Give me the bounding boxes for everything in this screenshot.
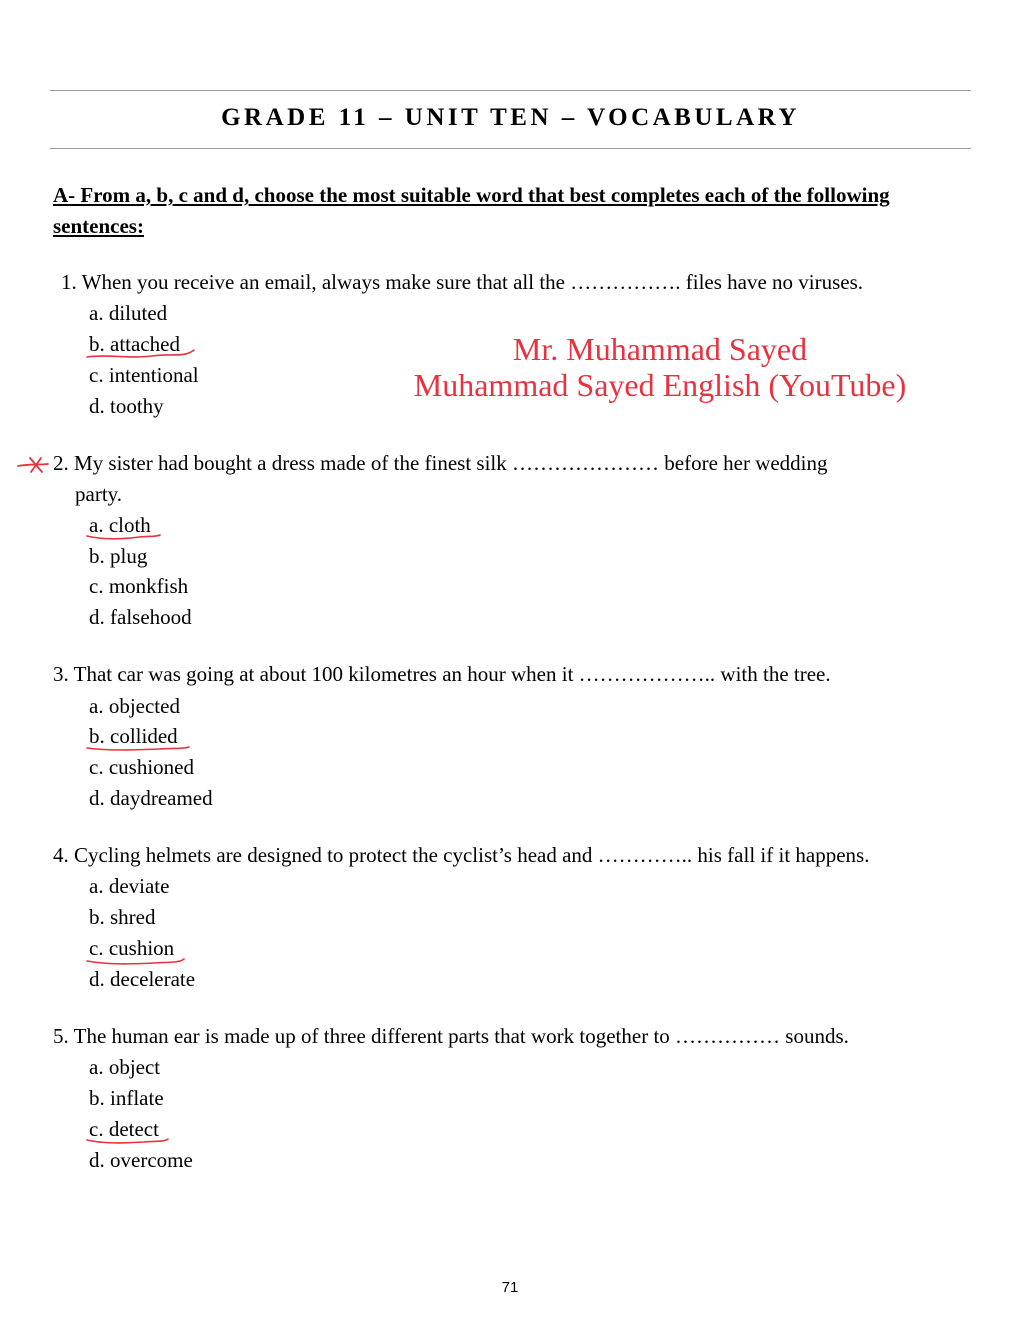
question-text: The human ear is made up of three different parts that work together to …………… sounds.: [73, 1024, 849, 1048]
question-2-option-c[interactable]: c. monkfish: [89, 574, 189, 598]
question-number: 4.: [53, 843, 69, 867]
question-4-option-c[interactable]: c. cushion: [89, 936, 175, 960]
question-text: That car was going at about 100 kilometres an hour when it ……………….. with the tree.: [73, 662, 831, 686]
page-number: 71: [501, 1279, 519, 1296]
answer-underline-mark: [84, 1132, 174, 1148]
question-2-option-a[interactable]: a. cloth: [89, 513, 151, 537]
header-top-rule: [50, 90, 971, 91]
question-number: 1.: [61, 270, 77, 294]
question-4-option-d[interactable]: d. decelerate: [89, 967, 196, 991]
answer-underline-mark: [84, 953, 189, 969]
question-text: Cycling helmets are designed to protect the cyclist’s head and ………….. his fall if it happens.: [74, 843, 870, 867]
answer-underline-mark: [84, 528, 164, 544]
question-1-option-d[interactable]: d. toothy: [89, 394, 164, 418]
question-5-option-b[interactable]: b. inflate: [89, 1086, 164, 1110]
question-5-stem: [53, 1024, 849, 1048]
watermark-author: Mr. Muhammad Sayed: [512, 331, 808, 367]
question-4-stem: [53, 843, 869, 867]
question-5-option-c[interactable]: c. detect: [89, 1117, 159, 1141]
question-4-option-b[interactable]: b. shred: [89, 905, 156, 929]
page-title: GRADE 11 – UNIT TEN – VOCABULARY: [221, 104, 800, 131]
question-3-option-a[interactable]: a. objected: [89, 694, 180, 718]
question-3-option-c[interactable]: c. cushioned: [89, 755, 194, 779]
question-text: When you receive an email, always make sure that all the ……………. files have no viruses.: [81, 270, 864, 294]
question-1-option-a[interactable]: a. diluted: [89, 301, 168, 325]
question-1-option-b[interactable]: b. attached: [89, 332, 180, 356]
cross-mark-icon: [16, 455, 50, 475]
question-2-option-d[interactable]: d. falsehood: [89, 605, 192, 629]
question-5-option-a[interactable]: a. object: [89, 1055, 161, 1079]
question-2-stem: [53, 451, 828, 475]
watermark-channel: Muhammad Sayed English (YouTube): [413, 367, 907, 403]
section-instruction: A- From a, b, c and d, choose the most suitable word that best completes each of the following sentences:: [53, 183, 890, 238]
answer-underline-mark: [84, 739, 194, 755]
question-3-stem: [53, 662, 831, 686]
question-1-option-c[interactable]: c. intentional: [89, 363, 199, 387]
answer-underline-mark: [84, 346, 199, 362]
question-2-option-b[interactable]: b. plug: [89, 544, 148, 568]
header-bottom-rule: [50, 148, 971, 149]
question-4-option-a[interactable]: a. deviate: [89, 874, 170, 898]
question-number: 3.: [53, 662, 69, 686]
question-5-option-d[interactable]: d. overcome: [89, 1148, 193, 1172]
question-text: My sister had bought a dress made of the finest silk ………………… before her wedding: [74, 451, 828, 475]
question-1-stem: [61, 270, 863, 294]
question-3-option-d[interactable]: d. daydreamed: [89, 786, 213, 810]
question-number: 5.: [53, 1024, 69, 1048]
question-2-continuation: party.: [75, 482, 123, 506]
question-3-option-b[interactable]: b. collided: [89, 724, 178, 748]
question-number: 2.: [53, 451, 69, 475]
